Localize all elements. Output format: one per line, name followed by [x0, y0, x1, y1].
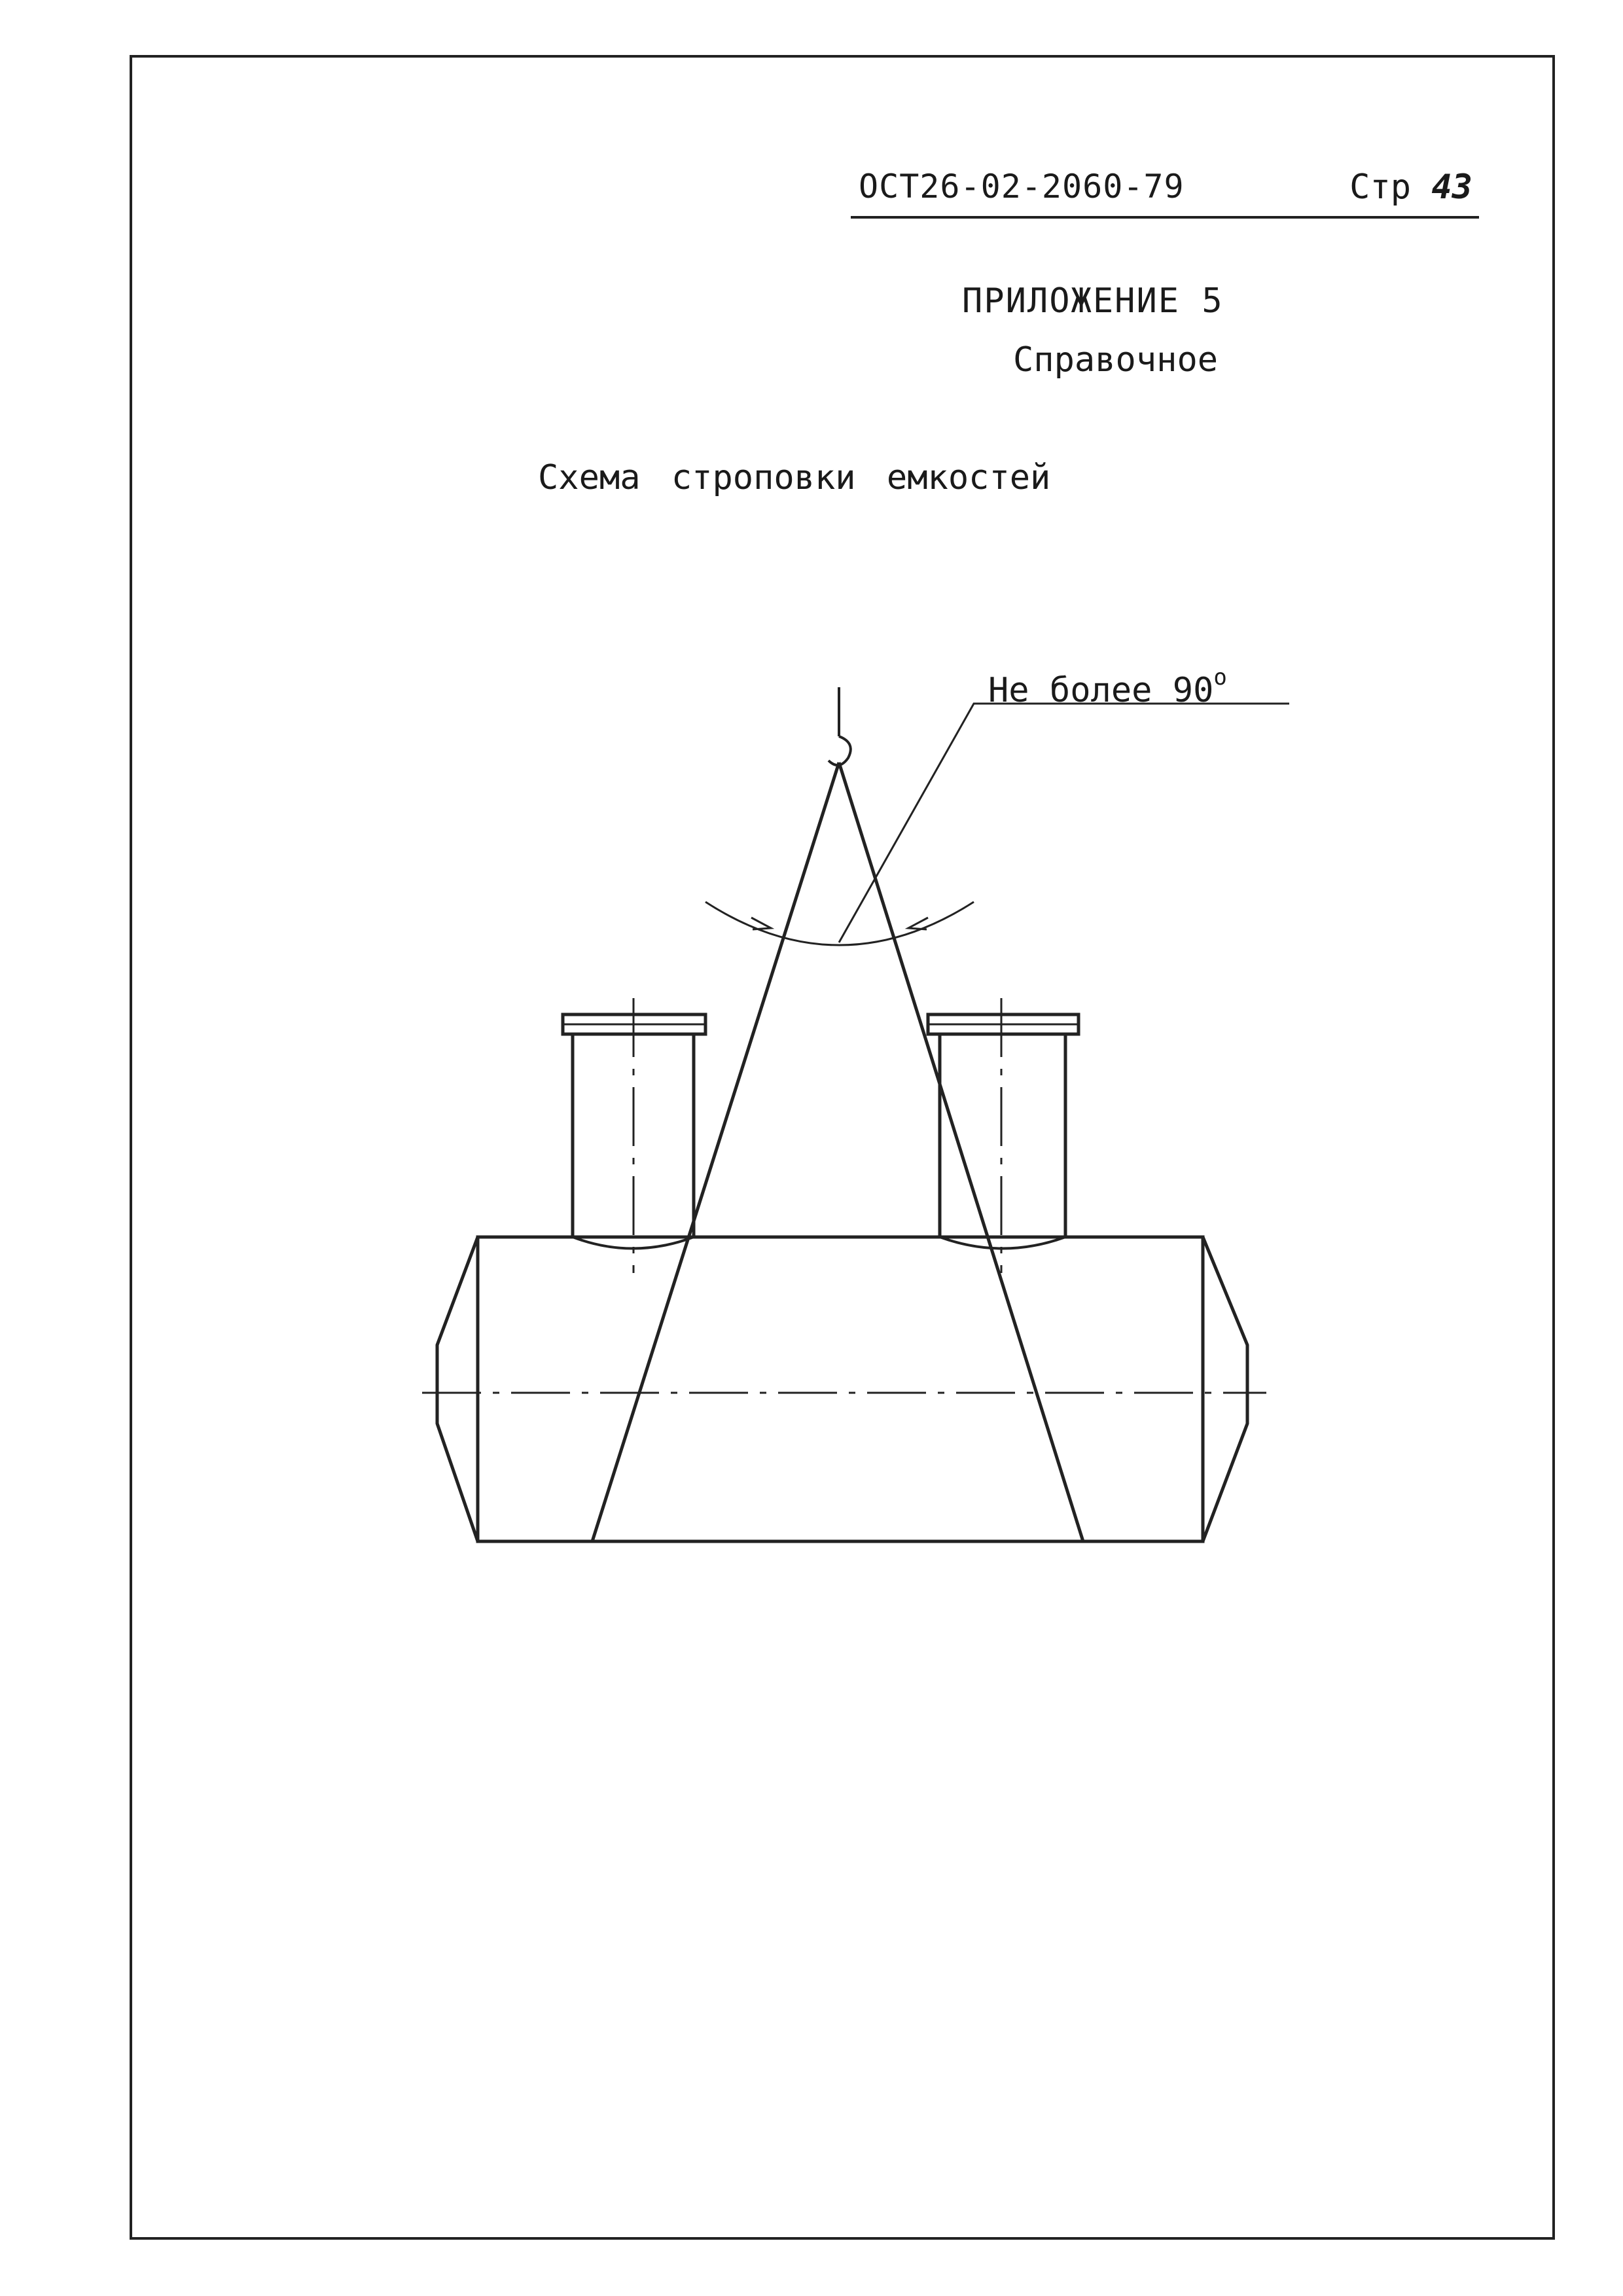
angle-note	[988, 664, 1227, 710]
angle-note-text: Не более 90	[988, 671, 1214, 710]
left-nozzle-saddle	[573, 1237, 694, 1249]
vessel-left-cap	[437, 1237, 478, 1541]
document-code: ОСТ26-02-2060-79	[859, 168, 1185, 206]
vessel-right-cap	[1203, 1237, 1247, 1541]
scheme-title: Схема строповки емкостей	[538, 458, 1051, 497]
page-number: 43	[1431, 168, 1472, 207]
angle-leader-line	[839, 704, 1289, 942]
right-nozzle	[940, 1034, 1065, 1237]
appendix-title: ПРИЛОЖЕНИЕ 5	[962, 281, 1224, 321]
hook-curve	[829, 736, 851, 765]
angle-note-unit: о	[1213, 664, 1227, 691]
page-prefix: Стр	[1349, 168, 1412, 207]
left-sling	[592, 762, 839, 1541]
vessel-body	[478, 1237, 1203, 1541]
appendix-type: Справочное	[1013, 340, 1219, 380]
angle-arc	[705, 902, 974, 945]
right-nozzle-saddle	[940, 1237, 1065, 1249]
